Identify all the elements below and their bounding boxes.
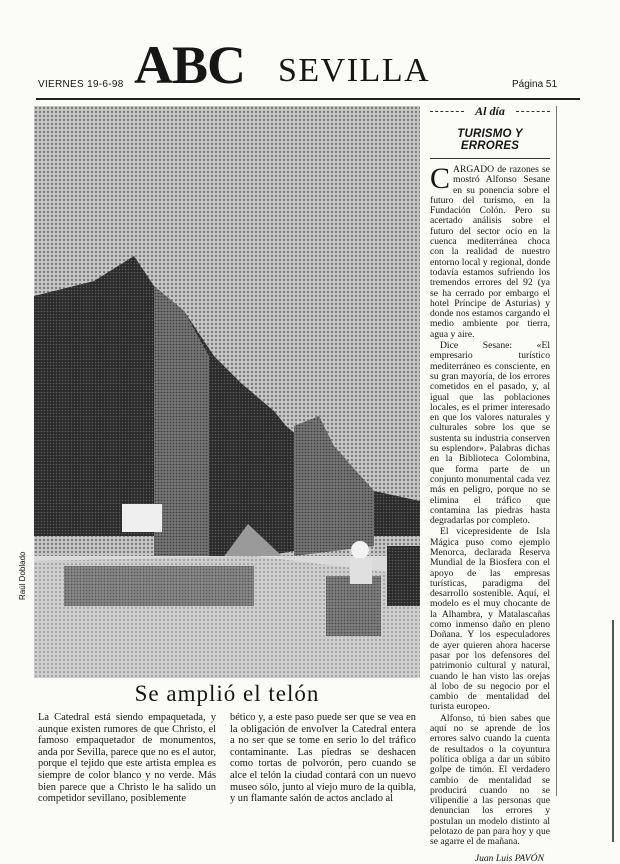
column-divider (556, 106, 557, 796)
newspaper-logo: ABC (134, 35, 246, 95)
issue-date: VIERNES 19-6-98 (38, 79, 124, 90)
column-al-dia (430, 102, 550, 864)
page-number: Página 51 (512, 79, 558, 90)
article-text-2: bético y, a este paso puede ser que se vea en la obligación de envolver la Catedral entera a no ser que se tome en serio lo del tráfico contaminante. Las piedras se deshacen como tortas de polvorón, pero cuando se alce el telón la ciudad contará con un nuevo museo sólo, junto al viejo muro de la quibla, y un flamante salón de actos anclado al (230, 712, 416, 805)
photo-credit: Raúl Doblado (18, 551, 27, 600)
paragraph-3: El vicepresidente de Isla Mágica puso como ejemplo Menorca, declarada Reserva Mundial de la Biosfera con el apoyo de las empresas turísticas, paradigma del desarrollo sostenible. Aquí, el modelo es el muy chocante de la Alhambra, y Matalascañas como inmenso daño en pleno Doñana. Y los especuladores de ayer quieren ahora hacerse pasar por los defensores del patrimonio cultural y natural, cuando le han visto las orejas al lobo de su negocio por el cambio de mentalidad del turista europeo. (430, 526, 550, 713)
article-column-1 (38, 712, 216, 805)
paragraph-4: Alfonso, tú bien sabes que aquí no se aprende de los errores salvo cuando la cuenta de resultados o la coyuntura política obliga a dar un súbito golpe de timón. El verdadero cambio de mentalidad se producirá cuando no se vilipendie a las personas que denuncian los errores y postulan un modelo distinto al pelotazo de pan para hoy y que se agarre el de mañana. (430, 712, 550, 848)
title-rule (430, 158, 550, 159)
cathedral-photo (34, 106, 420, 678)
header-dash-right (516, 111, 550, 112)
article-headline: Se amplió el telón (134, 681, 320, 706)
masthead-rule (36, 98, 580, 100)
column-title: TURISMO Y ERRORES (457, 128, 523, 152)
masthead (0, 34, 620, 96)
paragraph-1-text: ARGADO de razones se mostró Alfonso Sesane en su ponencia sobre el futuro del turismo, en la Fundación Colón. Pero su acertado análisis sobre el futuro del sector ocio en la cuenca mediterránea choca con la realidad de nuestro entorno local y regional, donde todavía estamos sufriendo los tremendos errores del 92 (ya se ha cerrado por embargo el hotel Príncipe de Asturias) y donde nos estamos cargando el medio ambiente por tierra, agua y aire. (430, 164, 550, 340)
article-column-2 (230, 712, 416, 805)
header-dash-left (430, 111, 464, 112)
drop-cap: C (430, 162, 451, 195)
article-text-1: La Catedral está siendo empaquetada, y aunque existen rumores de que Christo, el famoso empaquetador de monumentos, anda por Sevilla, parece que no es el autor, porque el tejido que este artista emplea es siempre de color blanco y no verde. Más bien parece que a Christo le ha salido un competidor sevillano, posiblemente (38, 712, 216, 805)
column-body (430, 162, 550, 848)
edition-city: SEVILLA (278, 52, 431, 89)
paragraph-2: Dice Sesane: «El empresario turístico mediterráneo es consciente, en su gran mayoría, de los errores cometidos en el pasado, y, al igual que las poblaciones locales, es el primer interesado en que los valores naturales y culturales sobre los que se sustenta su industria conserven su esplendor». Palabras dichas en la Biblioteca Colombina, que forma parte de un conjunto monumental cada vez más en peligro, porque no se elimina el tráfico que contamina las piedras hasta degradarlas por completo. (430, 340, 550, 527)
author-signature: Juan Luis PAVÓN (474, 852, 544, 864)
page-edge-mark (612, 620, 614, 842)
cathedral-photo-icon (34, 106, 420, 678)
section-label: Al día (475, 104, 505, 118)
paragraph-1 (430, 162, 550, 340)
article-body (38, 712, 426, 842)
section-header (430, 102, 550, 120)
